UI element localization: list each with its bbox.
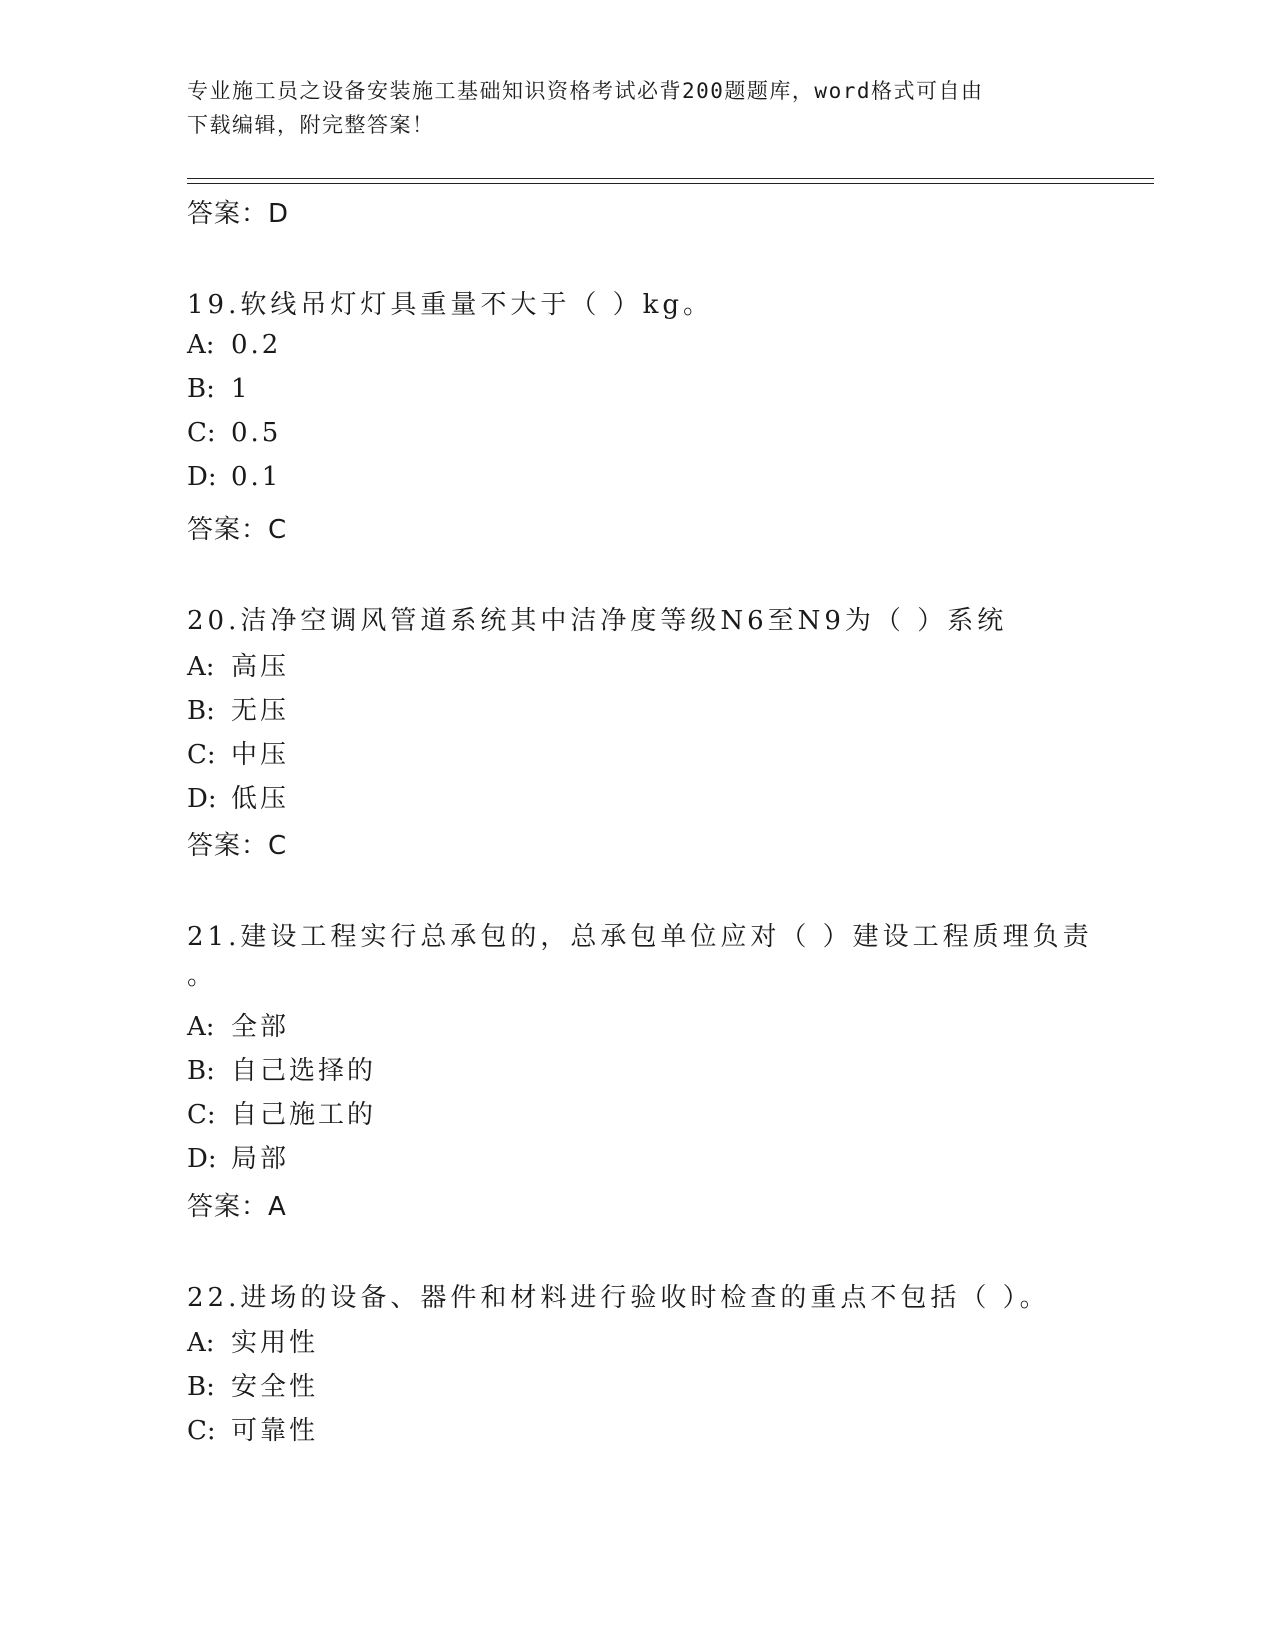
option-text: 全部 (231, 1012, 290, 1042)
option-label: D: (187, 784, 217, 814)
question-19-option-c (187, 418, 281, 448)
question-19-answer: 答案：C (187, 515, 288, 545)
option-text: 高压 (231, 652, 290, 682)
question-20-option-c (187, 734, 289, 771)
option-label: A: (187, 330, 215, 360)
question-21-answer: 答案：A (187, 1192, 287, 1222)
question-21-option-a (187, 1006, 289, 1043)
question-19-option-a (187, 330, 281, 360)
option-text: 低压 (231, 784, 290, 814)
question-22-option-b (187, 1366, 318, 1403)
option-text: 安全性 (231, 1372, 319, 1402)
question-19: 19.软线吊灯灯具重量不大于（ ）kg。 (187, 290, 714, 320)
option-label: B: (187, 1372, 215, 1402)
option-text: 0.5 (231, 418, 282, 448)
header-line-1: 专业施工员之设备安装施工基础知识资格考试必背200题题库，word格式可自由 (187, 79, 984, 103)
question-20-option-a (187, 646, 289, 683)
option-label: B: (187, 374, 215, 404)
question-22-option-c (187, 1410, 318, 1447)
question-19-option-b (187, 374, 251, 404)
question-21: 21.建设工程实行总承包的，总承包单位应对（ ）建设工程质理负责 (187, 922, 1093, 952)
question-21-option-b (187, 1050, 376, 1087)
question-21-option-d (187, 1138, 289, 1175)
option-label: A: (187, 1012, 215, 1042)
option-text: 无压 (231, 696, 290, 726)
option-label: D: (187, 462, 217, 492)
option-label: C: (187, 740, 216, 770)
option-text: 1 (231, 374, 251, 404)
question-19-option-d (187, 462, 281, 492)
option-text: 实用性 (231, 1328, 319, 1358)
option-label: C: (187, 1100, 216, 1130)
header-divider-top (187, 178, 1154, 179)
option-text: 局部 (231, 1144, 290, 1174)
question-20-answer: 答案：C (187, 831, 288, 861)
option-label: D: (187, 1144, 217, 1174)
option-text: 0.2 (231, 330, 282, 360)
option-label: A: (187, 652, 215, 682)
header-line-2: 下载编辑，附完整答案！ (187, 113, 435, 137)
option-text: 0.1 (231, 462, 282, 492)
option-label: C: (187, 1416, 216, 1446)
option-label: A: (187, 1328, 215, 1358)
option-label: B: (187, 1056, 215, 1086)
option-text: 自己施工的 (231, 1100, 377, 1130)
question-20: 20.洁净空调风管道系统其中洁净度等级N6至N9为（ ）系统 (187, 606, 1008, 636)
question-22: 22.进场的设备、器件和材料进行验收时检查的重点不包括（ ）。 (187, 1283, 1050, 1313)
question-20-option-d (187, 778, 289, 815)
option-label: B: (187, 696, 215, 726)
document-header (187, 74, 1067, 142)
question-21-continuation: 。 (187, 961, 214, 991)
answer-previous: 答案：D (187, 199, 290, 229)
option-label: C: (187, 418, 216, 448)
option-text: 中压 (231, 740, 290, 770)
option-text: 可靠性 (231, 1416, 319, 1446)
question-21-option-c (187, 1094, 376, 1131)
question-20-option-b (187, 690, 289, 727)
header-divider-bottom (187, 183, 1154, 184)
question-22-option-a (187, 1322, 318, 1359)
option-text: 自己选择的 (231, 1056, 377, 1086)
